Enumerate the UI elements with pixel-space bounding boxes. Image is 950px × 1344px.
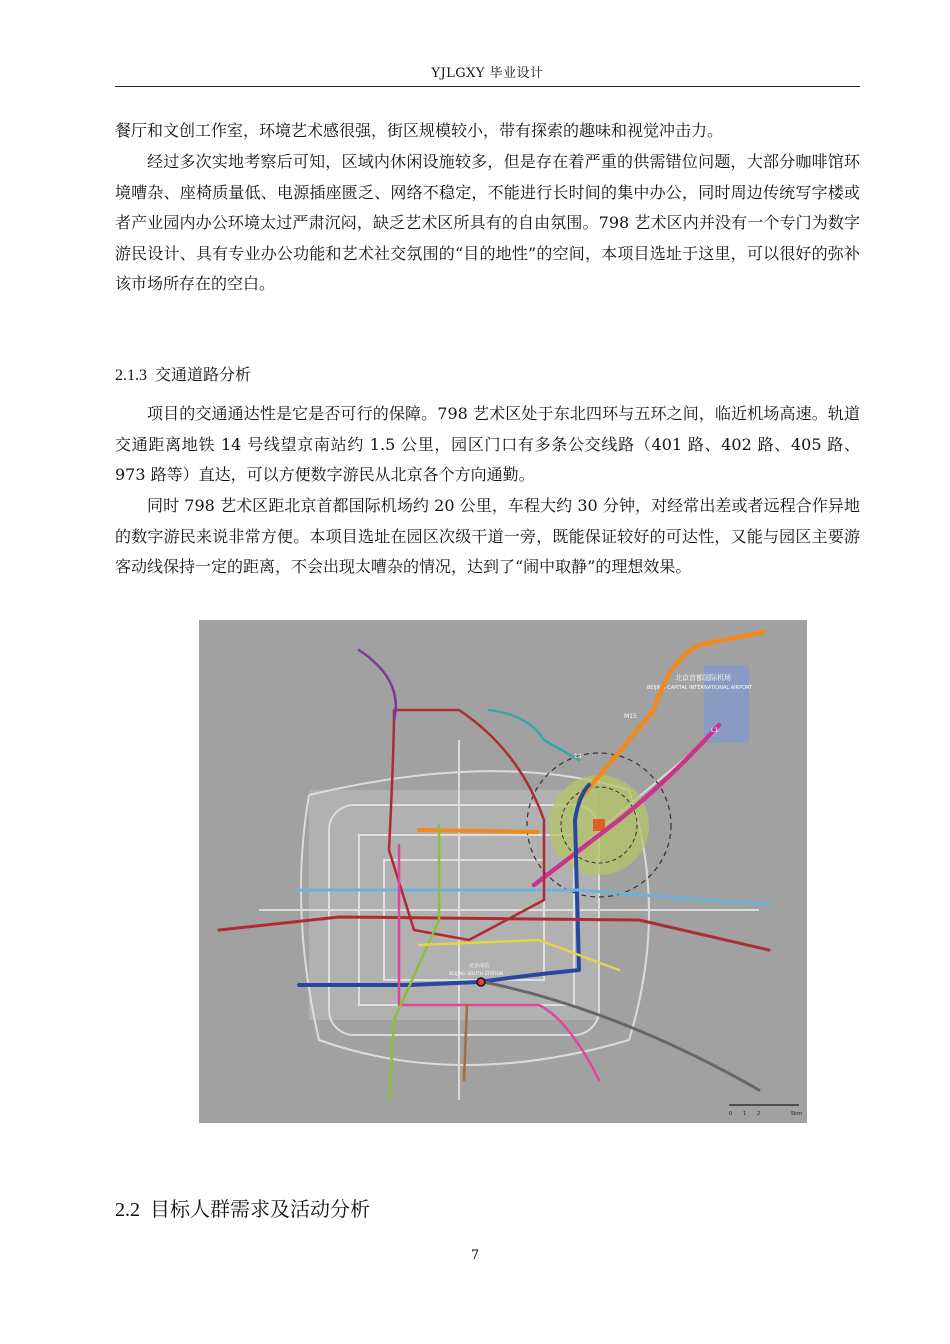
metro-line-10-north (419, 830, 537, 832)
paragraph-1: 餐厅和文创工作室，环境艺术感很强，街区规模较小，带有探索的趣味和视觉冲击力。 (115, 121, 724, 140)
site-marker (593, 819, 605, 831)
section-number: 2.1.3 (115, 367, 147, 384)
section-title: 交通道路分析 (155, 365, 252, 384)
paragraph-3: 项目的交通通达性是它是否可行的保障。798 艺术区处于东北四环与五环之间，临近机场高速。轨道交通距离地铁 14 号线望京南站约 1.5 公里，园区门口有多条公交线路（401 路、402 路、405 路、973 路等）直达，可以方便数字游民从北京各个方向通勤。 (115, 404, 860, 484)
scale-tick-0: 0 (729, 1111, 733, 1117)
paragraph-4: 同时 798 艺术区距北京首都国际机场约 20 公里，车程大约 30 分钟，对经常出差或者远程合作异地的数字游民来说非常方便。本项目选址在园区次级干道一旁，既能保证较好的可达性，又能与园区主要游客动线保持一定的距离，不会出现太嘈杂的情况，达到了“闹中取静”的理想效果。 (115, 496, 860, 576)
label-m15: M15 (624, 713, 637, 720)
transit-map-figure (199, 620, 807, 1123)
paragraph-2: 经过多次实地考察后可知，区域内休闲设施较多，但是存在着严重的供需错位问题，大部分咖啡馆环境嘈杂、座椅质量低、电源插座匮乏、网络不稳定，不能进行长时间的集中办公，同时周边传统写字楼或者产业园内办公环境太过严肃沉闷，缺乏艺术区所具有的自由氛围。798 艺术区内并没有一个专门为数字游民设计、具有专业办公功能和艺术社交氛围的“目的地性”的空间，本项目选址于这里，可以很好的弥补该市场所存在的空白。 (115, 152, 860, 293)
station-label-cn: 北京南站 (469, 963, 490, 969)
section-number: 2.2 (115, 1199, 140, 1221)
header-rule (115, 86, 860, 87)
page-number: 7 (470, 1248, 480, 1263)
station-label-en: BEIJING SOUTH STATION (449, 972, 504, 977)
airport-label-en: BEIJING CAPITAL INTERNATIONAL AIRPORT (647, 685, 753, 691)
station-marker (477, 978, 485, 986)
section-heading-2-1-3 (115, 362, 251, 385)
page-header: YJLGXY 毕业设计 (431, 66, 544, 81)
airport-label-cn: 北京首都国际机场 (675, 674, 731, 682)
scale-tick-5km: 5km (791, 1111, 802, 1117)
section-title: 目标人群需求及活动分析 (150, 1197, 370, 1221)
section-heading-2-2 (115, 1193, 370, 1222)
scale-tick-1: 1 (743, 1111, 747, 1117)
label-l1: L1 (711, 727, 719, 734)
label-line-14: 14 (574, 753, 582, 760)
scale-tick-2: 2 (757, 1111, 761, 1117)
